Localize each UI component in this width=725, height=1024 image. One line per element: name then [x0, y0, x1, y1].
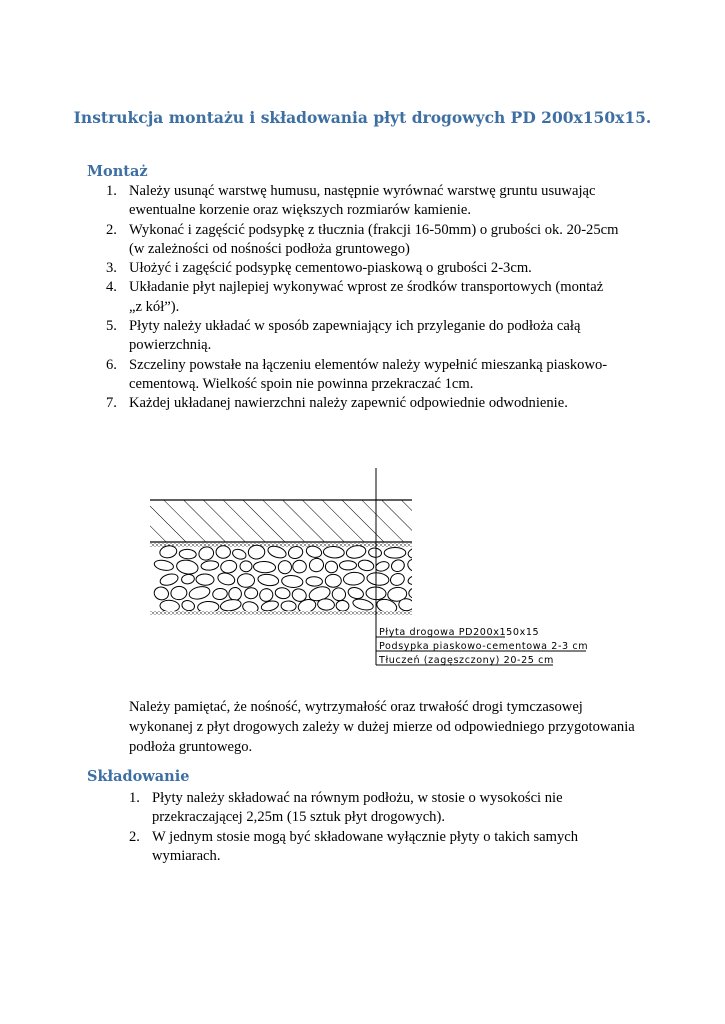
document-title: Instrukcja montażu i składowania płyt drogowych PD 200x150x15.	[73, 108, 652, 127]
gravel-stone	[292, 560, 307, 574]
gravel-stone	[407, 573, 426, 586]
gravel-stone	[368, 547, 382, 558]
gravel-stone	[366, 572, 389, 587]
gravel-stone	[357, 559, 374, 572]
gravel-stone	[323, 546, 345, 559]
gravel-stone	[231, 548, 247, 561]
gravel-stone	[324, 560, 339, 574]
gravel-layer	[153, 544, 433, 615]
list-item: 2. Wykonać i zagęścić podsypkę z tłucznia (frakcji 16-50mm) o grubości ok. 20-25cm (w zależności od nośności podłoża gruntowego)	[106, 221, 619, 257]
gravel-stone	[398, 598, 414, 611]
gravel-stone	[257, 573, 279, 587]
gravel-stone	[253, 561, 276, 573]
note-paragraph: Należy pamiętać, że nośność, wytrzymałość oraz trwałość drogi tymczasowej wykonanej z płyt drogowych zależy w dużej mierze od odpowiedniego przygotowania podłoża gruntowego.	[129, 699, 635, 755]
gravel-stone	[159, 572, 180, 587]
gravel-stone	[181, 574, 195, 585]
gravel-stone	[325, 574, 341, 587]
gravel-stone	[237, 573, 254, 587]
gravel-stone	[308, 557, 326, 574]
list-item: 6. Szczeliny powstałe na łączeniu elementów należy wypełnić mieszanką piaskowo- cementową. Wielkość spoin nie powinna przekraczać 1cm.	[106, 356, 608, 392]
gravel-stone	[181, 599, 196, 612]
list-item: 5. Płyty należy układać w sposób zapewniający ich przyleganie do podłoża całą powierzchnią.	[106, 318, 581, 354]
gravel-stone	[415, 598, 433, 615]
gravel-stone	[153, 559, 174, 572]
gravel-stone	[196, 574, 214, 586]
list-item: 4. Układanie płyt najlepiej wykonywać wprost ze środków transportowych (montaż „z kół”).	[106, 279, 604, 315]
list-item: 1. Płyty należy składować na równym podłożu, w stosie o wysokości nie przekraczającej 2,25m (15 sztuk płyt drogowych).	[129, 790, 563, 826]
gravel-stone	[384, 548, 406, 559]
gravel-stone	[229, 587, 242, 600]
section-heading-skladowanie: Składowanie	[87, 768, 190, 785]
list-item: 2. W jednym stosie mogą być składowane wyłącznie płyty o takich samych wymiarach.	[129, 828, 579, 864]
gravel-stone	[408, 586, 426, 599]
gravel-stone	[343, 572, 365, 586]
gravel-stone	[340, 561, 357, 570]
gravel-stone	[188, 585, 211, 601]
section-heading-montaz: Montaż	[87, 163, 148, 180]
list-item: 7. Każdej układanej nawierzchni należy zapewnić odpowiednie odwodnienie.	[106, 395, 568, 412]
label-sand-cement: Podsypka piaskowo-cementowa 2-3 cm	[379, 641, 589, 652]
gravel-stone	[406, 557, 426, 574]
gravel-stone	[201, 560, 219, 571]
gravel-stone	[407, 546, 429, 560]
gravel-stone	[389, 572, 406, 588]
gravel-stone	[347, 586, 365, 601]
gravel-stone	[212, 588, 228, 601]
gravel-stone	[281, 575, 303, 589]
gravel-stone	[197, 545, 215, 562]
gravel-stone	[240, 561, 252, 572]
gravel-stone	[216, 571, 236, 587]
gravel-stone	[336, 600, 350, 612]
gravel-stone	[331, 586, 348, 602]
gravel-stone	[281, 601, 297, 612]
gravel-stone	[220, 598, 242, 612]
gravel-stone	[260, 599, 279, 612]
gravel-stone	[306, 576, 323, 586]
gravel-stone	[277, 560, 292, 575]
gravel-stone	[153, 585, 170, 601]
gravel-stone	[287, 545, 304, 560]
gravel-stone	[248, 545, 265, 560]
gravel-stone	[160, 600, 180, 613]
gravel-stone	[352, 597, 375, 612]
gravel-stone	[244, 587, 258, 599]
gravel-stone	[170, 586, 187, 601]
sand-cement-layer	[150, 543, 412, 547]
ground-line	[150, 611, 412, 615]
gravel-stone	[375, 560, 391, 573]
gravel-stone	[317, 598, 335, 611]
skladowanie-list	[129, 789, 622, 866]
gravel-stone	[390, 558, 406, 573]
list-item: 3. Ułożyć i zagęścić podsypkę cementowo-piaskową o grubości 2-3cm.	[106, 260, 532, 277]
gravel-stone	[274, 587, 290, 600]
gravel-stone	[216, 546, 231, 559]
gravel-stone	[175, 559, 199, 576]
gravel-stone	[220, 559, 238, 574]
label-gravel: Tłuczeń (zagęszczony) 20-25 cm	[379, 655, 554, 666]
label-slab: Płyta drogowa PD200x150x15	[379, 627, 540, 638]
gravel-stone	[179, 549, 197, 560]
slab-layer	[150, 500, 412, 542]
list-item: 1. Należy usunąć warstwę humusu, następnie wyrównać warstwę gruntu usuwając ewentualne korzenie oraz większych rozmiarów kamienie.	[106, 183, 596, 219]
